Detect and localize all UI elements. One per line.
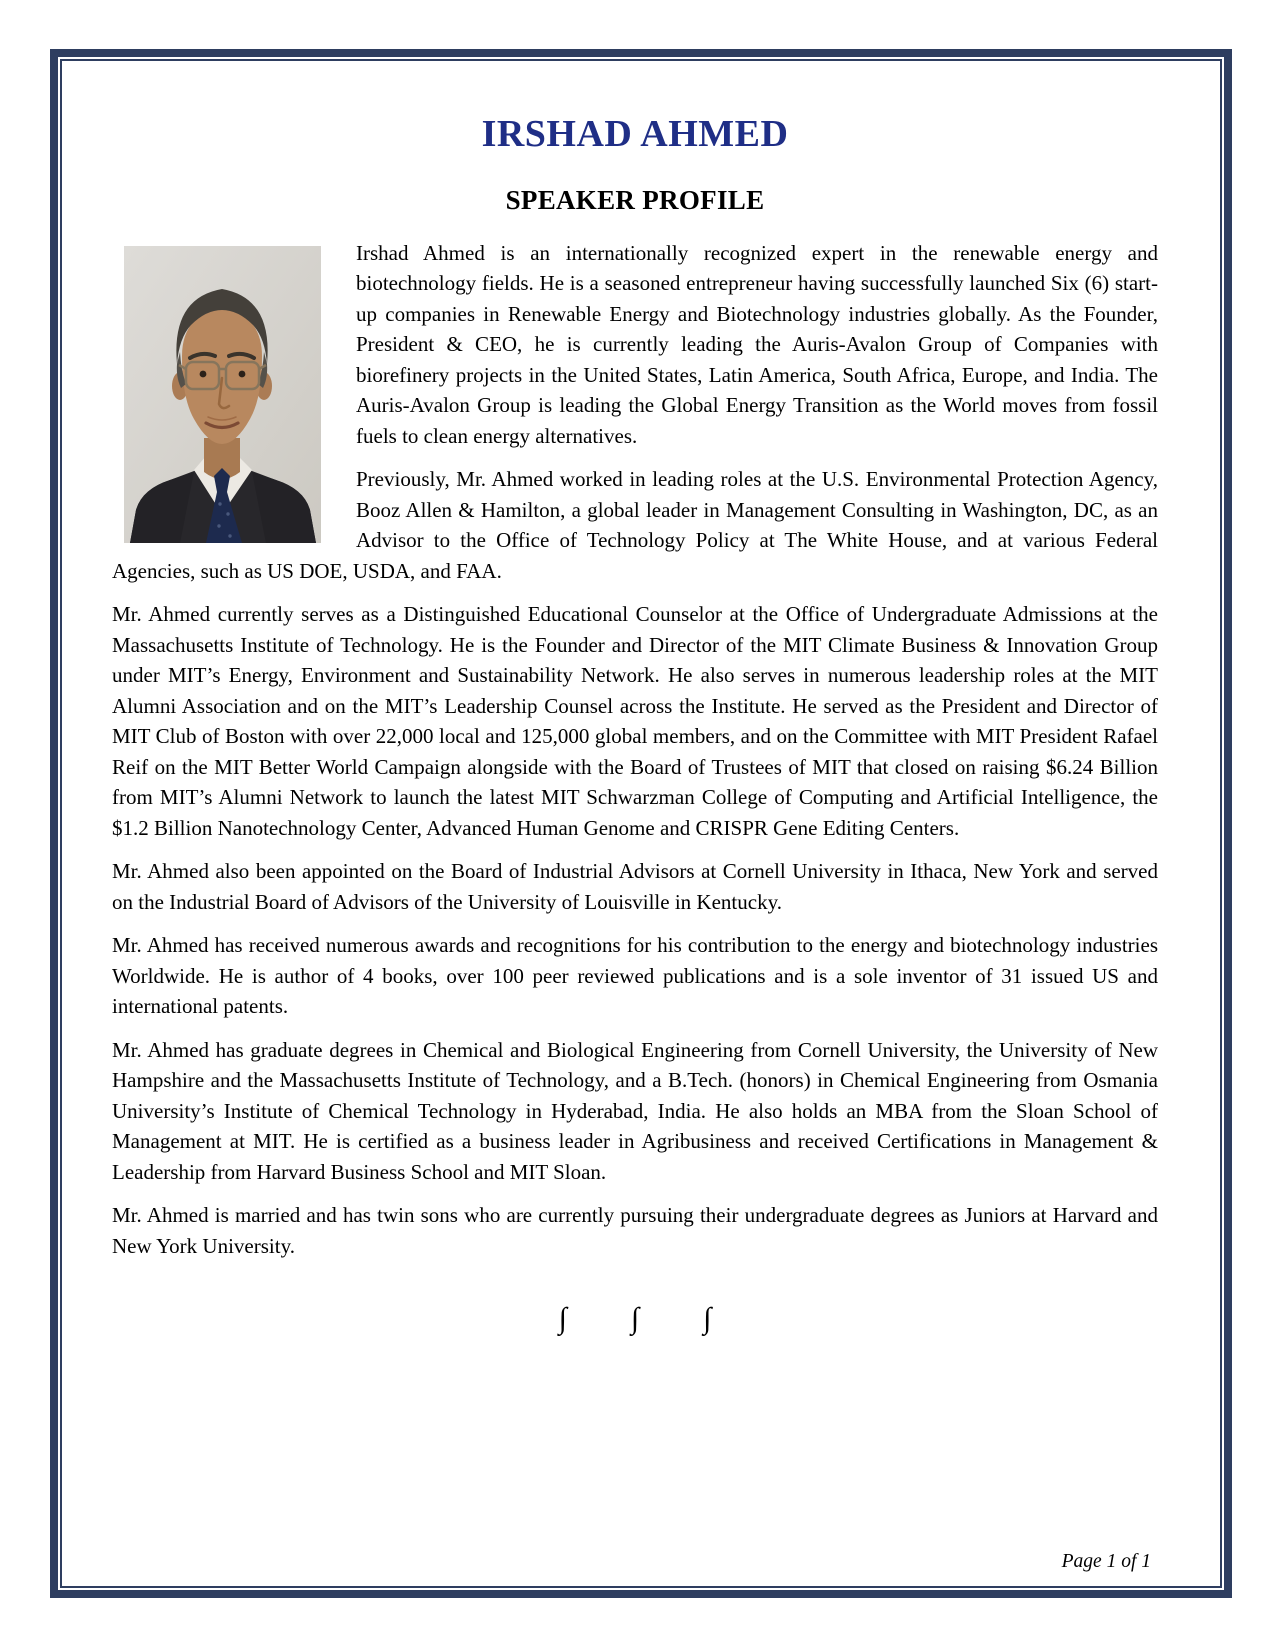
page-number-label: Page 1 of 1 — [1061, 1551, 1151, 1572]
paragraph-boards: Mr. Ahmed also been appointed on the Board of Industrial Advisors at Cornell University in Ithaca, New York and served on the Industrial Board of Advisors of the University of Louisville in Kentucky. — [112, 859, 1158, 914]
integral-symbol: ∫ — [630, 1302, 640, 1336]
page-title: IRSHAD AHMED — [481, 113, 789, 155]
paragraph-previous-roles: Previously, Mr. Ahmed worked in leading roles at the U.S. Environmental Protection Agency, Booz Allen & Hamilton, a global leader in Management Consulting in Washington, DC, as an Advisor to the Office of Technology Policy at The White House, and at various Federal Agencies, such as US DOE, USDA, and FAA. — [112, 467, 1158, 583]
profile-body — [112, 238, 1158, 1336]
page-number-footer — [0, 1551, 1275, 1573]
page-content — [50, 49, 1232, 1598]
paragraph-intro: Irshad Ahmed is an internationally recognized expert in the renewable energy and biotechnology fields. He is a seasoned entrepreneur having successfully launched Six (6) start-up companies in Renewable Energy and Biotechnology industries globally. As the Founder, President & CEO, he is currently leading the Auris-Avalon Group of Companies with biorefinery projects in the United States, Latin America, South Africa, Europe, and India. The Auris-Avalon Group is leading the Global Energy Transition as the World moves from fossil fuels to clean energy alternatives. — [356, 240, 1158, 448]
speaker-photo-graphic — [124, 246, 321, 543]
paragraph-education: Mr. Ahmed has graduate degrees in Chemical and Biological Engineering from Cornell University, the University of New Hampshire and the Massachusetts Institute of Technology, and a B.Tech. (honors) in Chemical Engineering from Osmania University’s Institute of Chemical Technology in Hyderabad, India. He also holds an MBA from the Sloan School of Management at MIT. He is certified as a business leader in Agribusiness and received Certifications in Management & Leadership from Harvard Business School and MIT Sloan. — [112, 1037, 1158, 1184]
paragraph-awards: Mr. Ahmed has received numerous awards and recognitions for his contribution to the energy and biotechnology industries Worldwide. He is author of 4 books, over 100 peer reviewed publications and is a sole inventor of 31 issued US and international patents. — [112, 933, 1158, 1019]
paragraph-mit: Mr. Ahmed currently serves as a Distinguished Educational Counselor at the Office of Undergraduate Admissions at the Massachusetts Institute of Technology. He is the Founder and Director of the MIT Climate Business & Innovation Group under MIT’s Energy, Environment and Sustainability Network. He also serves in numerous leadership roles at the MIT Alumni Association and on the MIT’s Leadership Counsel across the Institute. He served as the President and Director of MIT Club of Boston with over 22,000 local and 125,000 global members, and on the Committee with MIT President Rafael Reif on the MIT Better World Campaign alongside with the Board of Trustees of MIT that closed on raising $6.24 Billion from MIT’s Alumni Network to launch the latest MIT Schwarzman College of Computing and Artificial Intelligence, the $1.2 Billion Nanotechnology Center, Advanced Human Genome and CRISPR Gene Editing Centers. — [112, 602, 1158, 840]
page-subtitle: SPEAKER PROFILE — [505, 184, 765, 215]
paragraph-family: Mr. Ahmed is married and has twin sons who are currently pursuing their undergraduate degrees as Juniors at Harvard and New York University. — [112, 1203, 1158, 1258]
integral-symbol: ∫ — [558, 1302, 567, 1336]
integral-symbol: ∫ — [703, 1302, 712, 1336]
speaker-photo — [124, 246, 321, 543]
decorative-separator — [112, 1303, 1158, 1335]
